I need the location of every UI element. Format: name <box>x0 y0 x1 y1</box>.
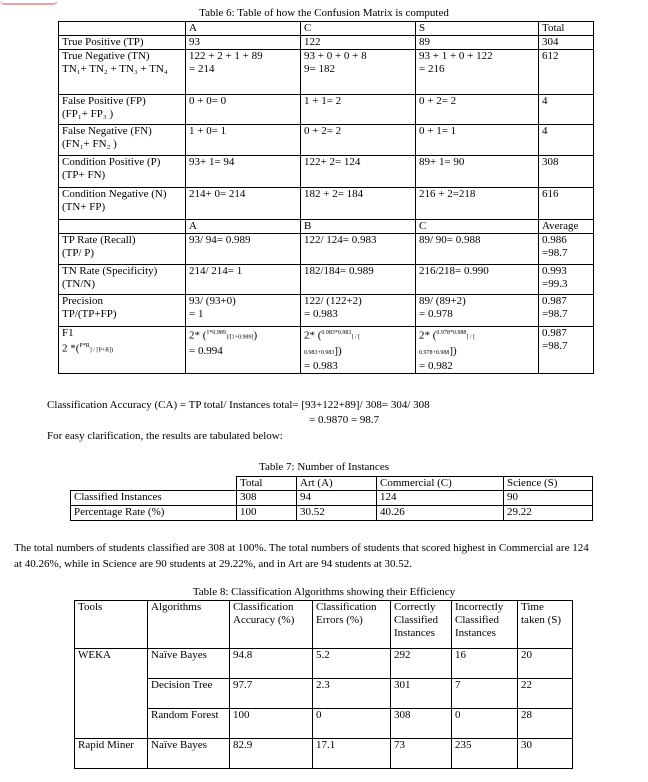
cell-value: 89+ 1= 90 <box>416 156 539 188</box>
cell-value: 182/184= 0.989 <box>301 265 416 295</box>
header-cell: Science (S) <box>504 477 593 491</box>
algorithms-table <box>74 600 573 769</box>
table-row <box>75 739 573 769</box>
row-label: False Negative (FN) (FN₁+ FN₂ ) <box>59 125 186 156</box>
cell-value: 28 <box>518 709 573 739</box>
cell-value: 2.3 <box>313 679 391 709</box>
cell-value: 2* ($^{0.978*0.988}$] / [ 0.978+0.988]) = 0.982 <box>416 327 539 374</box>
table-row <box>71 506 593 521</box>
cell-value: 30.52 <box>297 506 377 521</box>
header-cell: Tools <box>75 601 148 649</box>
cell-value: 93/ (93+0) = 1 <box>186 295 301 327</box>
cell-value: 0 + 2= 2 <box>301 125 416 156</box>
header-cell: Classification Accuracy (%) <box>230 601 313 649</box>
decorative-corner-mark <box>0 0 58 5</box>
header-cell: Incorrectly Classified Instances <box>452 601 518 649</box>
cell-value: 20 <box>518 649 573 679</box>
table-row <box>75 649 573 679</box>
cell-value: 93 <box>186 36 301 50</box>
cell-value: 124 <box>377 491 504 506</box>
tool-cell: WEKA <box>75 649 148 679</box>
cell-value: 612 <box>539 50 594 95</box>
cell-value: 5.2 <box>313 649 391 679</box>
cell-value: 0.986 =98.7 <box>539 234 594 265</box>
row-label: True Positive (TP) <box>59 36 186 50</box>
table-row <box>71 477 593 491</box>
accuracy-result: = 0.9870 = 98.7 <box>309 414 380 426</box>
cell-value: 122/ (122+2) = 0.983 <box>301 295 416 327</box>
cell-value: 94 <box>297 491 377 506</box>
row-label: Percentage Rate (%) <box>71 506 237 521</box>
header-cell: Time taken (S) <box>518 601 573 649</box>
header-cell: Total <box>539 22 594 36</box>
row-label: Condition Negative (N) (TN+ FP) <box>59 188 186 220</box>
cell-value: 0 <box>313 709 391 739</box>
cell-value: 301 <box>391 679 452 709</box>
algorithm-cell: Naïve Bayes <box>148 739 230 769</box>
cell-value: 89/ (89+2) = 0.978 <box>416 295 539 327</box>
table-row <box>59 156 594 188</box>
cell-value: 0.987 =98.7 <box>539 327 594 374</box>
instances-table <box>70 476 593 521</box>
row-label: Condition Positive (P) (TP+ FN) <box>59 156 186 188</box>
cell-value: 93 + 1 + 0 + 122 = 216 <box>416 50 539 95</box>
cell-value: 308 <box>237 491 297 506</box>
table-row <box>75 679 573 709</box>
cell-value: 122+ 2= 124 <box>301 156 416 188</box>
row-label: Classified Instances <box>71 491 237 506</box>
cell-value: 0 + 0= 0 <box>186 95 301 125</box>
table-row <box>59 188 594 220</box>
cell-value: 308 <box>539 156 594 188</box>
accuracy-formula: Classification Accuracy (CA) = TP total/ Instances total= [93+122+89]/ 308= 304/ 308 <box>47 399 430 411</box>
table7-caption: Table 7: Number of Instances <box>259 461 389 473</box>
header-cell: Algorithms <box>148 601 230 649</box>
table-row <box>59 220 594 234</box>
cell-value: 235 <box>452 739 518 769</box>
cell-value: 93/ 94= 0.989 <box>186 234 301 265</box>
confusion-matrix-table <box>58 21 594 374</box>
header-cell: Classification Errors (%) <box>313 601 391 649</box>
header-cell: Art (A) <box>297 477 377 491</box>
cell-value: 16 <box>452 649 518 679</box>
summary-paragraph-line2: at 40.26%, while in Science are 90 students at 29.22%, and in Art are 94 students at 30.52. <box>14 558 413 570</box>
header-cell: Correctly Classified Instances <box>391 601 452 649</box>
cell-value: 17.1 <box>313 739 391 769</box>
cell-value: 216 + 2=218 <box>416 188 539 220</box>
cell-value: 90 <box>504 491 593 506</box>
cell-value: 214+ 0= 214 <box>186 188 301 220</box>
cell-value: 97.7 <box>230 679 313 709</box>
cell-value: 7 <box>452 679 518 709</box>
cell-value: 122 + 2 + 1 + 89 = 214 <box>186 50 301 95</box>
cell-value: 216/218= 0.990 <box>416 265 539 295</box>
cell-value: 616 <box>539 188 594 220</box>
header-cell: S <box>416 22 539 36</box>
algorithm-cell: Random Forest <box>148 709 230 739</box>
cell-value: 4 <box>539 95 594 125</box>
algorithm-cell: Decision Tree <box>148 679 230 709</box>
header-cell: Total <box>237 477 297 491</box>
header-cell: C <box>301 22 416 36</box>
cell-value: 100 <box>237 506 297 521</box>
table8-caption: Table 8: Classification Algorithms showing their Efficiency <box>192 586 456 598</box>
table-row <box>71 491 593 506</box>
cell-value: 100 <box>230 709 313 739</box>
tool-cell <box>75 679 148 709</box>
cell-value: 0 <box>452 709 518 739</box>
header-cell: A <box>186 22 301 36</box>
cell-value: 1 + 0= 1 <box>186 125 301 156</box>
cell-value: 93+ 1= 94 <box>186 156 301 188</box>
table-row <box>59 234 594 265</box>
table-row <box>59 295 594 327</box>
row-label: TP Rate (Recall) (TP/ P) <box>59 234 186 265</box>
cell-value: 93 + 0 + 0 + 8 9= 182 <box>301 50 416 95</box>
cell-value: 122 <box>301 36 416 50</box>
cell-value: 304 <box>539 36 594 50</box>
table-row <box>75 709 573 739</box>
tool-cell: Rapid Miner <box>75 739 148 769</box>
algorithm-cell: Naïve Bayes <box>148 649 230 679</box>
cell-value: 94.8 <box>230 649 313 679</box>
cell-value: 29.22 <box>504 506 593 521</box>
table6-caption: Table 6: Table of how the Confusion Matrix is computed <box>199 7 449 19</box>
row-label: TN Rate (Specificity) (TN/N) <box>59 265 186 295</box>
clarification-text: For easy clarification, the results are tabulated below: <box>47 430 283 442</box>
table-row <box>59 327 594 374</box>
row-label: True Negative (TN) TN₁+ TN₂ + TN₃ + TN₄ <box>59 50 186 95</box>
table-row <box>59 36 594 50</box>
header-cell: Average <box>539 220 594 234</box>
header-cell: B <box>301 220 416 234</box>
table-row <box>59 50 594 95</box>
cell-value: 73 <box>391 739 452 769</box>
cell-value: 308 <box>391 709 452 739</box>
cell-value: 1 + 1= 2 <box>301 95 416 125</box>
cell-value: 30 <box>518 739 573 769</box>
cell-value: 0.993 =99.3 <box>539 265 594 295</box>
header-cell <box>59 22 186 36</box>
table-row <box>75 601 573 649</box>
cell-value: 82.9 <box>230 739 313 769</box>
header-cell <box>71 477 237 491</box>
table-row <box>59 265 594 295</box>
summary-paragraph-line1: The total numbers of students classified are 308 at 100%. The total numbers of students that scored highest in Commercial are 124 <box>14 542 589 554</box>
cell-value: 22 <box>518 679 573 709</box>
row-label: F1 2 *($^{P*R}$] / [P+R]) <box>59 327 186 374</box>
cell-value: 2* ($^{1*0.989}$]/[1+0.989]) = 0.994 <box>186 327 301 374</box>
table-row <box>59 125 594 156</box>
cell-value: 89 <box>416 36 539 50</box>
row-label: Precision TP/(TP+FP) <box>59 295 186 327</box>
cell-value: 182 + 2= 184 <box>301 188 416 220</box>
header-cell: Commercial (C) <box>377 477 504 491</box>
cell-value: 292 <box>391 649 452 679</box>
header-cell <box>59 220 186 234</box>
cell-value: 0 + 2= 2 <box>416 95 539 125</box>
table-row <box>59 95 594 125</box>
row-label: False Positive (FP) (FP₁+ FP₃ ) <box>59 95 186 125</box>
cell-value: 4 <box>539 125 594 156</box>
cell-value: 2* ($^{0.983*0.983}$] / [ 0.983+0.983]) = 0.983 <box>301 327 416 374</box>
cell-value: 214/ 214= 1 <box>186 265 301 295</box>
cell-value: 0 + 1= 1 <box>416 125 539 156</box>
header-cell: C <box>416 220 539 234</box>
table-row <box>59 22 594 36</box>
header-cell: A <box>186 220 301 234</box>
tool-cell <box>75 709 148 739</box>
cell-value: 40.26 <box>377 506 504 521</box>
cell-value: 122/ 124= 0.983 <box>301 234 416 265</box>
cell-value: 89/ 90= 0.988 <box>416 234 539 265</box>
cell-value: 0.987 =98.7 <box>539 295 594 327</box>
